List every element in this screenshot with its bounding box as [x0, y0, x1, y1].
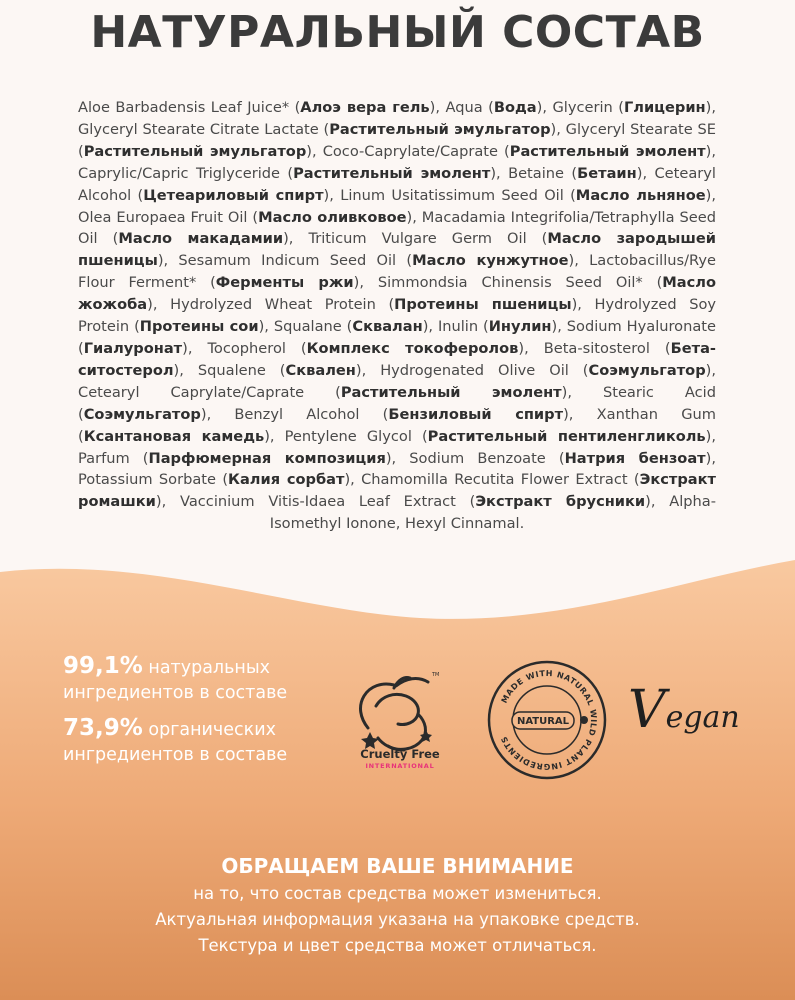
ingredient-inci: Cetearyl Alcohol: [78, 164, 716, 204]
ingredient-inci: Hydrolyzed Soy Protein: [78, 296, 717, 336]
ingredients-list: Aloe Barbadensis Leaf Juice* (Алоэ вера гель), Aqua (Вода), Glycerin (Глицерин), Glyceryl Stearate Citrate Lactate (Растительный эмульгатор), Glyceryl Stearate SE (Растительный эмульгатор), Coco-Caprylate/Caprate (Растительный эмолент), Caprylic/Capric Triglyceride (Растительный эмолент), Betaine (Бетаин), Cetearyl Alcohol (Цетеариловый спирт), Linum Usitatissimum Seed Oil (Масло льняное), Olea Europaea Fruit Oil (Масло оливковое), Macadamia Integrifolia/Tetraphylla Seed Oil (Масло макадамии), Triticum Vulgare Germ Oil (Масло зародышей пшеницы), Sesamum Indicum Seed Oil (Масло кунжутное), Lactobacillus/Rye Flour Ferment* (Ферменты ржи), Simmondsia Chinensis Seed Oil* (Масло жожоба), Hydrolyzed Wheat Protein (Протеины пшеницы), Hydrolyzed Soy Protein (Протеины сои), Squalane (Сквалан), Inulin (Инулин), Sodium Hyaluronate (Гиалуронат), Tocopherol (Комплекс токоферолов), Beta-sitosterol (Бета-ситостерол), Squalene (Сквален), Hydrogenated Olive Oil (Соэмульгатор), Cetearyl Caprylate/Caprate (Растительный эмолент), Stearic Acid (Соэмульгатор), Benzyl Alcohol (Бензиловый спирт), Xanthan Gum (Ксантановая камедь), Pentylene Glycol (Растительный пентиленгликоль), Parfum (Парфюмерная композиция), Sodium Benzoate (Натрия бензоат), Potassium Sorbate (Калия сорбат), Chamomilla Recutita Flower Extract (Экстракт ромашки), Vaccinium Vitis-Idaea Leaf Extract (Экстракт брусники), Alpha-Isomethyl Ionone, Hexyl Cinnamal.: [78, 99, 717, 533]
stat-percent: 73,9%: [63, 715, 143, 741]
ingredient-inci: Glyceryl Stearate SE: [565, 120, 716, 138]
ingredient-item: Hydrolyzed Soy Protein (Протеины сои): [78, 296, 717, 336]
ingredient-item: Hydrolyzed Wheat Protein (Протеины пшеницы): [170, 296, 578, 314]
stat-organic: [63, 716, 287, 768]
stat-label: натуральных: [148, 658, 271, 678]
ingredient-ru: Гиалуронат: [83, 339, 183, 357]
ingredient-inci: Olea Europaea Fruit Oil: [78, 208, 248, 226]
ingredient-inci: Squalene: [197, 361, 266, 379]
vegan-rest: egan: [665, 700, 740, 735]
ingredient-item: Aloe Barbadensis Leaf Juice* (Алоэ вера гель): [78, 99, 436, 116]
ingredient-ru: Алоэ вера гель: [300, 99, 430, 116]
ingredient-item: Simmondsia Chinensis Seed Oil* (Масло жожоба): [78, 274, 717, 314]
ingredient-inci: Potassium Sorbate: [78, 471, 217, 489]
ingredient-ru: Растительный эмолент: [509, 142, 706, 160]
ingredient-item: Vaccinium Vitis-Idaea Leaf Extract (Экстракт брусники): [179, 493, 651, 511]
ingredient-inci: Coco-Caprylate/Caprate: [322, 142, 498, 160]
ingredient-item: Glyceryl Stearate SE (Растительный эмульгатор): [78, 120, 716, 160]
ingredient-item: Beta-sitosterol (Бета-ситостерол): [78, 339, 716, 379]
ingredient-inci: Sodium Hyaluronate: [566, 318, 716, 336]
ingredient-item: Aqua (Вода): [445, 99, 543, 116]
ingredient-inci: Inulin: [437, 318, 479, 336]
ingredient-inci: Macadamia Integrifolia/Tetraphylla Seed Oil: [78, 208, 716, 248]
ingredient-ru: Растительный эмульгатор: [329, 120, 551, 138]
ingredient-item: Sodium Hyaluronate (Гиалуронат): [78, 318, 716, 357]
ingredient-item: Betaine (Бетаин): [508, 164, 643, 182]
ingredient-inci: Aqua: [445, 99, 483, 116]
ingredient-inci: Glyceryl Stearate Citrate Lactate: [78, 120, 319, 138]
notice-block: [0, 851, 795, 959]
ingredient-ru: Вода: [493, 99, 537, 116]
ingredient-inci: Sodium Benzoate: [409, 449, 546, 467]
ingredient-inci: Xanthan Gum: [596, 405, 716, 423]
ingredient-ru: Масло кунжутное: [412, 252, 569, 270]
ingredient-inci: Alpha-Isomethyl Ionone: [269, 493, 717, 533]
ingredient-ru: Сквалан: [352, 318, 423, 336]
ingredient-inci: Caprylic/Capric Triglyceride: [78, 164, 281, 182]
cruelty-free-sub: INTERNATIONAL: [365, 762, 435, 770]
stat-label: органических: [148, 720, 276, 740]
ingredient-item: Parfum (Парфюмерная композиция): [78, 449, 392, 467]
ingredient-ru: Масло льняное: [575, 186, 706, 204]
cruelty-free-name: Cruelty Free: [360, 747, 440, 761]
vegan-logo: [628, 680, 740, 748]
ingredient-ru: Комплекс токоферолов: [306, 339, 519, 357]
ingredient-ru: Масло макадамии: [118, 230, 284, 248]
badge-ring-text: MADE WITH NATURAL WILD PLANT INGREDIENTS: [499, 668, 599, 772]
ingredient-inci: Benzyl Alcohol: [234, 405, 360, 423]
ingredient-ru: Бензиловый спирт: [388, 405, 564, 423]
ingredient-inci: Cetearyl Caprylate/Caprate: [78, 383, 305, 401]
ingredient-inci: Tocopherol: [207, 339, 286, 357]
ingredient-ru: Соэмульгатор: [83, 405, 201, 423]
ingredient-ru: Экстракт брусники: [475, 493, 646, 511]
badge-center-text: NATURAL: [516, 716, 570, 727]
stat-label-2: ингредиентов в составе: [63, 683, 288, 703]
ingredient-item: Pentylene Glycol (Растительный пентиленгликоль): [284, 427, 712, 445]
ingredient-inci: Stearic Acid: [602, 383, 716, 401]
ingredient-item: Cetearyl Caprylate/Caprate (Растительный эмолент): [78, 383, 568, 401]
ingredient-item: Stearic Acid (Соэмульгатор): [78, 383, 716, 423]
ingredient-item: Chamomilla Recutita Flower Extract (Экстракт ромашки): [78, 471, 716, 511]
ingredient-item: Linum Usitatissimum Seed Oil (Масло льняное): [340, 186, 712, 204]
ingredient-ru: Масло зародышей пшеницы: [78, 230, 716, 270]
ingredient-item: Lactobacillus/Rye Flour Ferment* (Ферменты ржи): [78, 252, 717, 292]
ingredient-ru: Парфюмерная композиция: [148, 449, 386, 467]
ingredient-inci: Triticum Vulgare Germ Oil: [308, 230, 527, 248]
ingredient-ru: Экстракт ромашки: [78, 471, 716, 511]
ingredient-inci: Hexyl Cinnamal.: [405, 515, 525, 533]
ingredient-inci: Beta-sitosterol: [543, 339, 650, 357]
ingredient-ru: Бетаин: [577, 164, 637, 182]
page-title: НАТУРАЛЬНЫЙ СОСТАВ: [90, 7, 705, 58]
ingredient-item: Glyceryl Stearate Citrate Lactate (Растительный эмульгатор): [78, 120, 557, 138]
notice-line: на то, что состав средства может измениться.: [193, 884, 602, 903]
ingredient-item: Sesamum Indicum Seed Oil (Масло кунжутное): [178, 252, 575, 270]
ingredient-item: Inulin (Инулин): [437, 318, 558, 336]
ingredient-ru: Сквален: [285, 361, 356, 379]
ingredient-ru: Натрия бензоат: [564, 449, 706, 467]
stat-natural: [63, 654, 287, 706]
ingredient-ru: Ксантановая камедь: [83, 427, 265, 445]
ingredient-item: Hydrogenated Olive Oil (Соэмульгатор): [380, 361, 712, 379]
ingredient-item: Sodium Benzoate (Натрия бензоат): [409, 449, 712, 467]
stat-percent: 99,1%: [63, 653, 143, 679]
ingredient-inci: Linum Usitatissimum Seed Oil: [340, 186, 564, 204]
notice-title: ОБРАЩАЕМ ВАШЕ ВНИМАНИЕ: [221, 854, 574, 878]
notice-line: Актуальная информация указана на упаковке средств.: [155, 910, 640, 929]
ingredient-ru: Соэмульгатор: [588, 361, 706, 379]
ingredient-inci: Chamomilla Recutita Flower Extract: [361, 471, 628, 489]
ingredient-item: Cetearyl Alcohol (Цетеариловый спирт): [78, 164, 716, 204]
ingredient-inci: Glycerin: [552, 99, 613, 116]
ingredient-inci: Hydrolyzed Wheat Protein: [170, 296, 376, 314]
ingredient-inci: Squalane: [273, 318, 342, 336]
ingredient-ru: Глицерин: [623, 99, 706, 116]
trademark-symbol: TM: [432, 672, 440, 678]
ingredient-item: Caprylic/Capric Triglyceride (Растительный эмолент): [78, 164, 497, 182]
ingredient-ru: Масло жожоба: [78, 274, 717, 314]
ingredient-item: [405, 515, 524, 532]
notice-line: Текстура и цвет средства может отличаться.: [198, 936, 597, 955]
ingredient-inci: Sesamum Indicum Seed Oil: [178, 252, 397, 270]
ingredient-ru: Растительный эмульгатор: [83, 142, 307, 160]
ingredient-item: Benzyl Alcohol (Бензиловый спирт): [234, 405, 569, 423]
ingredient-inci: Aloe Barbadensis Leaf Juice*: [78, 99, 290, 116]
ingredient-item: Olea Europaea Fruit Oil (Масло оливковое): [78, 208, 413, 226]
ingredient-inci: Parfum: [78, 449, 130, 467]
ingredient-ru: Бета-ситостерол: [78, 339, 716, 379]
ingredient-inci: Lactobacillus/Rye Flour Ferment*: [78, 252, 717, 292]
vegan-initial: V: [628, 680, 666, 740]
ingredient-item: Tocopherol (Комплекс токоферолов): [207, 339, 525, 357]
natural-ingredients-badge: [484, 657, 610, 783]
ingredient-inci: Pentylene Glycol: [284, 427, 412, 445]
ingredient-inci: Hydrogenated Olive Oil: [380, 361, 569, 379]
ingredient-ru: Протеины пшеницы: [394, 296, 572, 314]
ingredient-item: Triticum Vulgare Germ Oil (Масло зародышей пшеницы): [78, 230, 716, 270]
ingredient-inci: Betaine: [508, 164, 565, 182]
ingredient-inci: Simmondsia Chinensis Seed Oil*: [377, 274, 643, 292]
ingredient-ru: Протеины сои: [139, 318, 259, 336]
ingredient-item: Potassium Sorbate (Калия сорбат): [78, 471, 351, 489]
ingredient-item: Macadamia Integrifolia/Tetraphylla Seed Oil (Масло макадамии): [78, 208, 716, 248]
ingredient-ru: Ферменты ржи: [215, 274, 354, 292]
stats-block: [63, 654, 287, 768]
ingredient-ru: Цетеариловый спирт: [143, 186, 324, 204]
ingredient-ru: Растительный пентиленгликоль: [427, 427, 706, 445]
ingredient-inci: Vaccinium Vitis-Idaea Leaf Extract: [179, 493, 456, 511]
ingredient-item: Coco-Caprylate/Caprate (Растительный эмолент): [322, 142, 712, 160]
ingredient-ru: Калия сорбат: [228, 471, 345, 489]
ingredient-item: Glycerin (Глицерин): [552, 99, 712, 116]
ingredient-item: Squalene (Сквален): [197, 361, 362, 379]
ingredient-ru: Инулин: [488, 318, 552, 336]
ingredient-item: Squalane (Сквалан): [273, 318, 429, 336]
ingredient-item: Xanthan Gum (Ксантановая камедь): [78, 405, 716, 445]
ingredient-ru: Растительный эмолент: [340, 383, 562, 401]
ingredient-ru: Масло оливковое: [258, 208, 407, 226]
ingredient-ru: Растительный эмолент: [293, 164, 491, 182]
stat-label-2: ингредиентов в составе: [63, 745, 288, 765]
